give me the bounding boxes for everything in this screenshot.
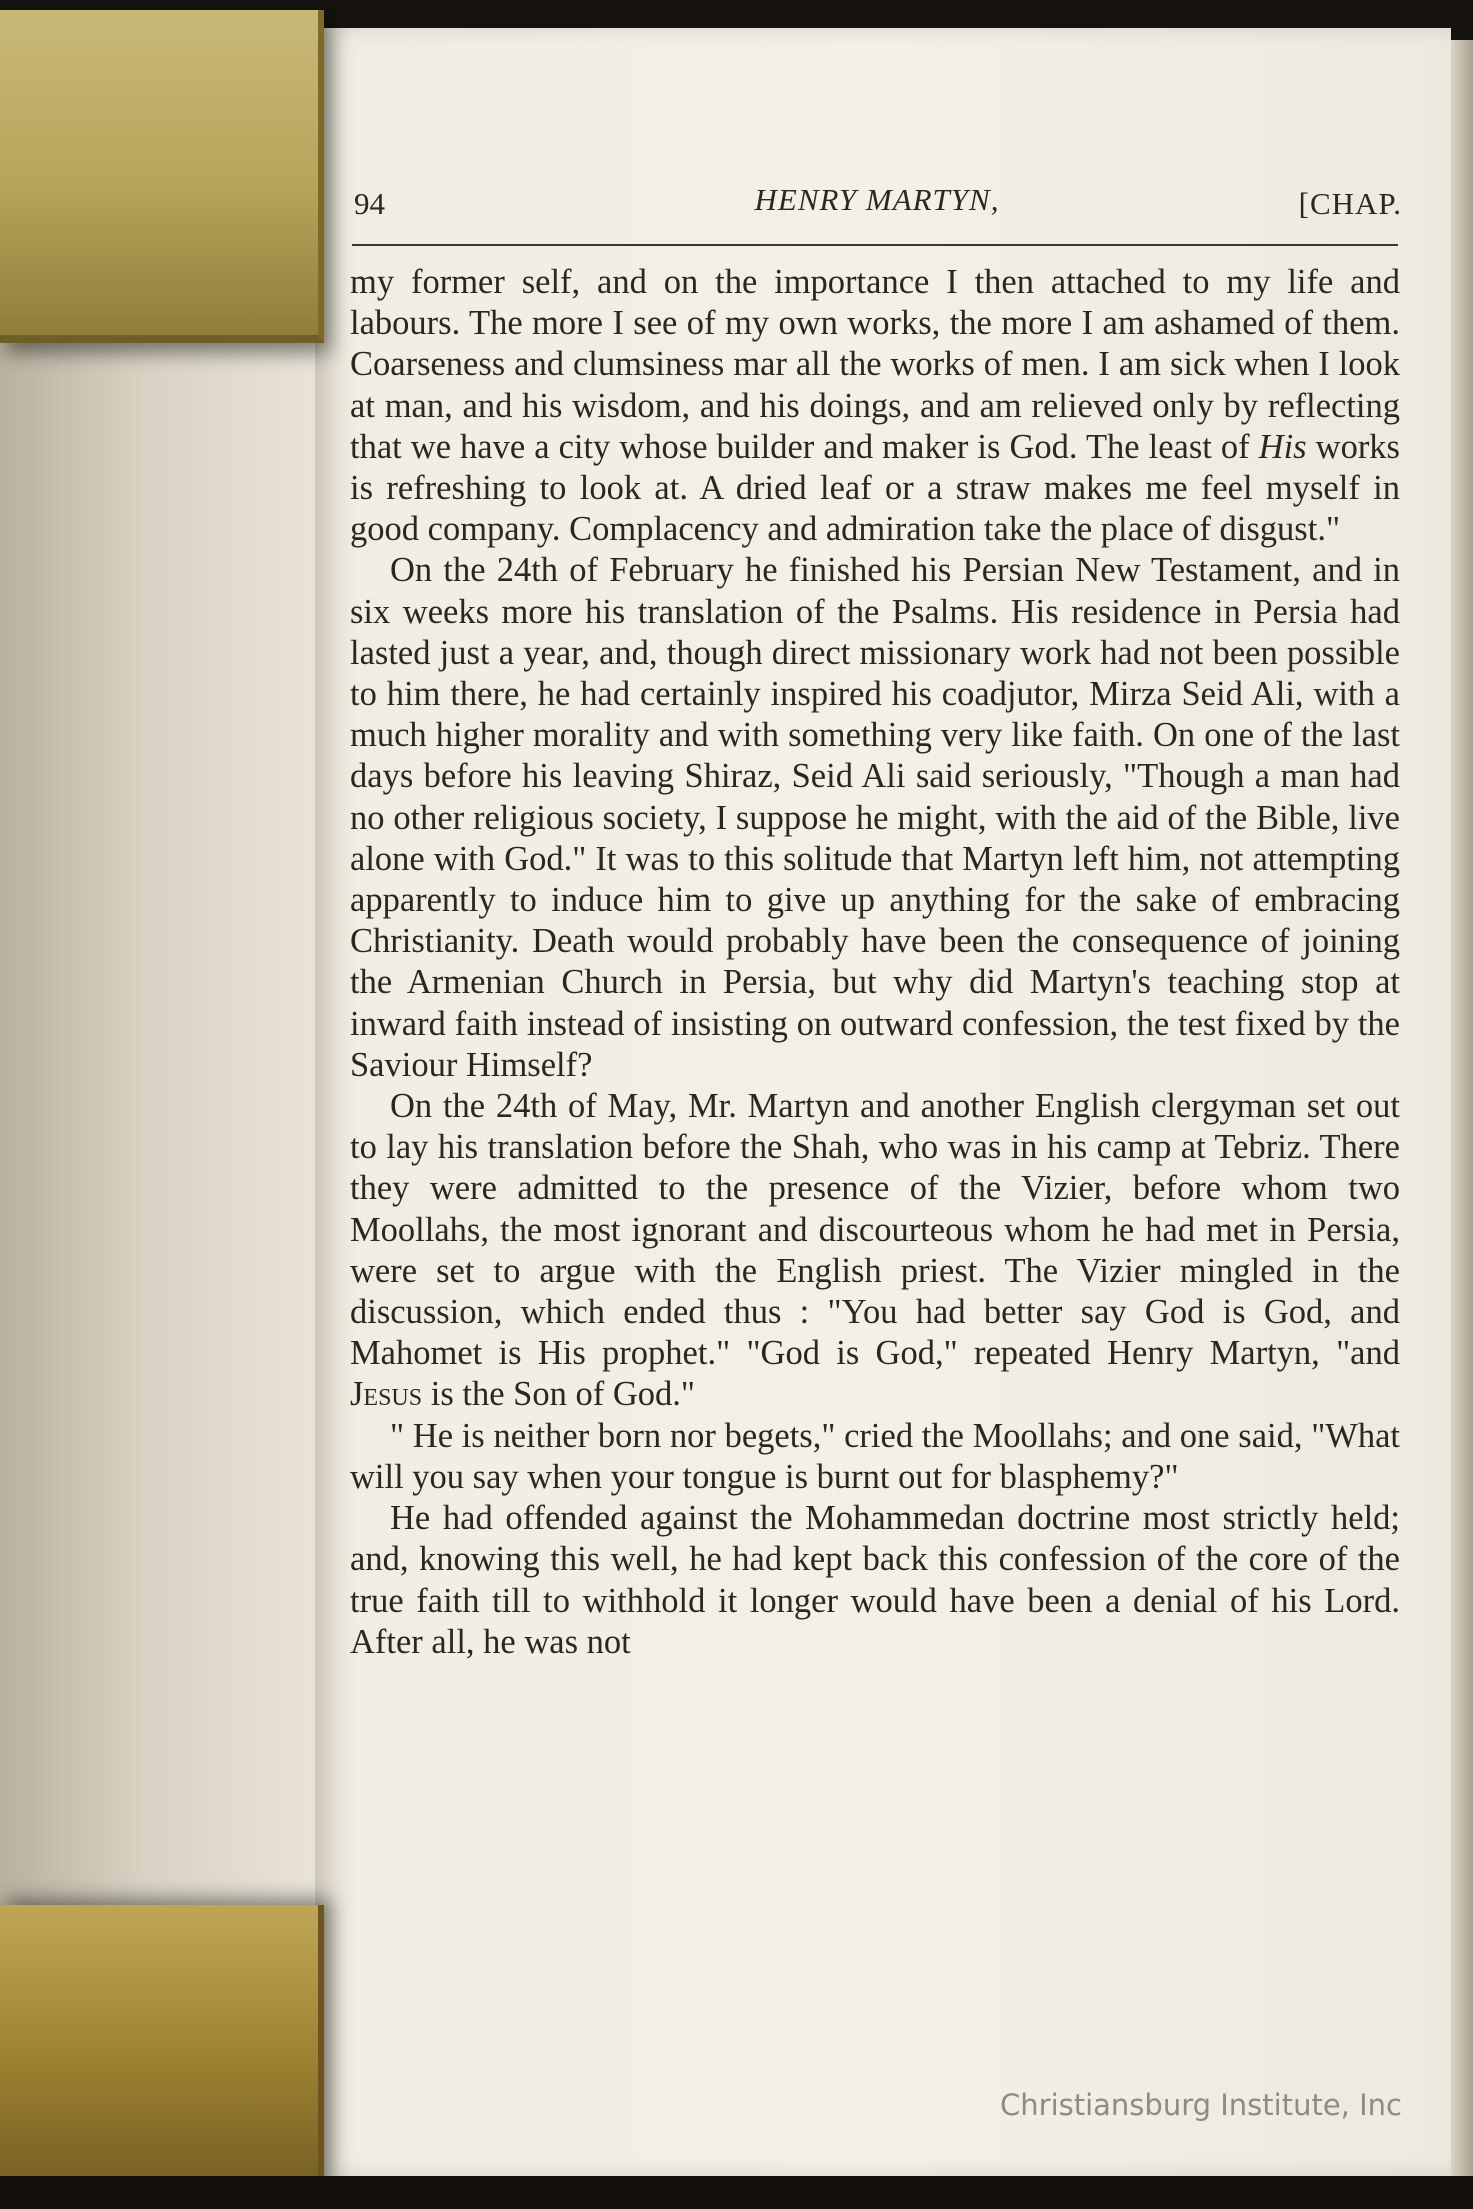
body-text bbox=[350, 262, 1400, 1663]
paragraph-3-start: On the 24th of May, Mr. Martyn and another English clergyman set out to lay his translation before the Shah, who was in his camp at Tebriz. There they were admitted to the presence of the Vizier, before whom two Moollahs, the most ignorant and discourteous whom he had met in Persia, were set to argue with the English priest. The Vizier mingled in the discussion, which ended thus : "You had better say God is God, and Mahomet is His prophet." "God is God," repeated Henry Martyn, "and bbox=[350, 1087, 1400, 1373]
paragraph-1-start: my former self, and on the importance I then attached to my life and labours. The more I see of my own works, the more I am ashamed of them. Coarseness and clumsiness mar all the works of men. I am sick when I look at man, and his wisdom, and his doings, and am relieved only by reflecting that we have a city whose builder and maker is God. The least of bbox=[350, 263, 1400, 466]
bottom-shadow bbox=[0, 2176, 1473, 2209]
page-header bbox=[352, 178, 1402, 224]
underlying-page-stack bbox=[0, 40, 320, 2209]
page-number: 94 bbox=[354, 186, 385, 221]
paragraph-3 bbox=[350, 1086, 1400, 1416]
running-title: HENRY MARTYN, bbox=[754, 182, 1000, 217]
paragraph-5: He had offended against the Mohammedan doctrine most strictly held; and, knowing this well, he had kept back this confession of the core of the true faith till to withhold it longer would have been a denial of his Lord. After all, he was not bbox=[350, 1499, 1400, 1661]
paragraph-3-end: is the Son of God." bbox=[422, 1375, 695, 1414]
paragraph-3-small-caps: Jesus bbox=[350, 1375, 423, 1414]
paragraph-1-emphasis: His bbox=[1258, 427, 1307, 466]
top-binder-clip bbox=[0, 10, 324, 343]
page-right-edge bbox=[1451, 40, 1473, 2180]
paragraph-4: " He is neither born nor begets," cried the Moollahs; and one said, "What will you say when your tongue is burnt out for blasphemy?" bbox=[350, 1416, 1400, 1496]
chapter-label: [CHAP. bbox=[1298, 186, 1402, 221]
watermark: Christiansburg Institute, Inc bbox=[1000, 2088, 1402, 2122]
paragraph-1 bbox=[350, 262, 1400, 550]
paragraph-1-end: works is refreshing to look at. A dried leaf or a straw makes me feel myself in good company. Complacency and admiration take the place of disgust." bbox=[350, 427, 1400, 549]
bottom-binder-clip bbox=[0, 1905, 324, 2209]
header-rule bbox=[352, 244, 1398, 246]
paragraph-2: On the 24th of February he finished his Persian New Testament, and in six weeks more his translation of the Psalms. His residence in Persia had lasted just a year, and, though direct missionary work had not been possible to him there, he had certainly inspired his coadjutor, Mirza Seid Ali, with a much higher morality and with something very like faith. On one of the last days before his leaving Shiraz, Seid Ali said seriously, "Though a man had no other religious society, I suppose he might, with the aid of the Bible, live alone with God." It was to this solitude that Martyn left him, not attempting apparently to induce him to give up anything for the sake of embracing Christianity. Death would probably have been the consequence of joining the Armenian Church in Persia, but why did Martyn's teaching stop at inward faith instead of insisting on outward confession, the test fixed by the Saviour Himself? bbox=[350, 551, 1400, 1084]
